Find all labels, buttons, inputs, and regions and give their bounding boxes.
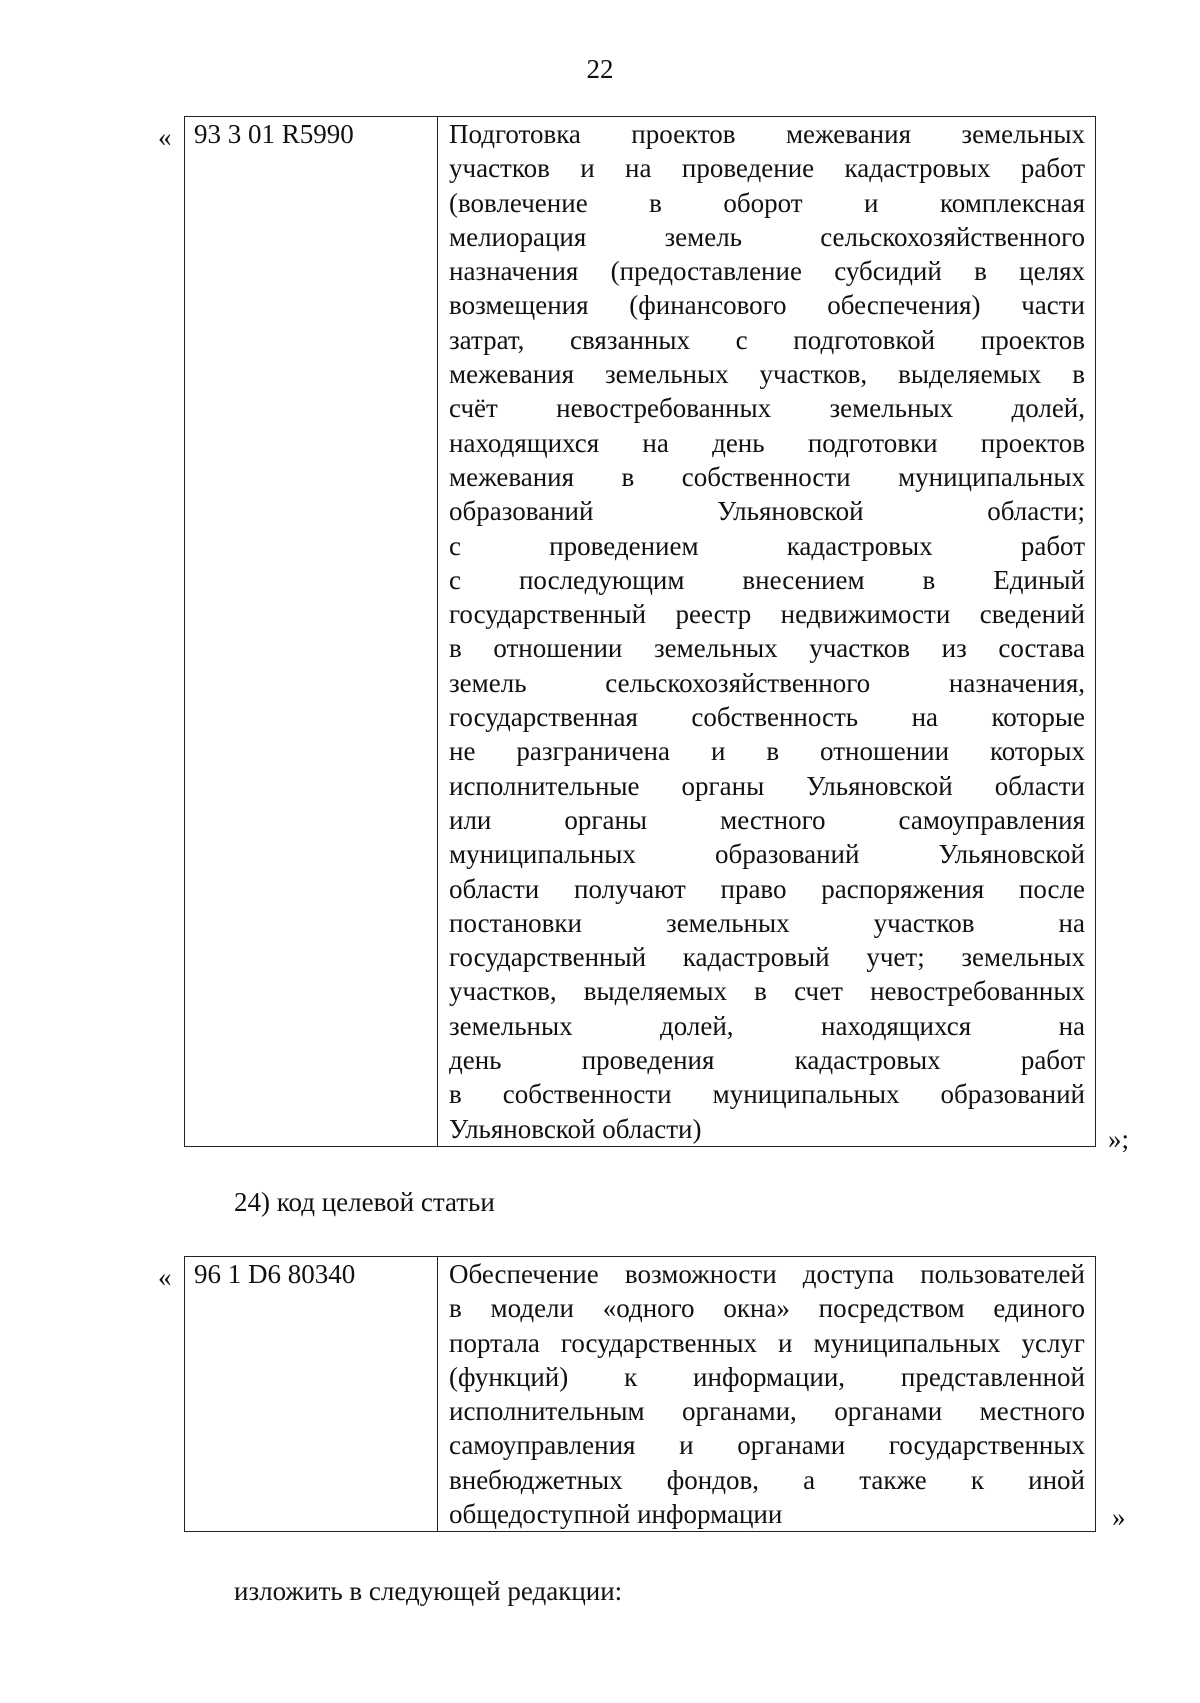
table-row <box>185 117 1096 1147</box>
description-line: Ульяновской области) <box>449 1113 702 1144</box>
code-cell-1 <box>185 117 438 1147</box>
description-line: день проведения кадастровых работ <box>449 1045 1085 1076</box>
code-table-2 <box>184 1256 1096 1532</box>
description-line: межевания в собственности муниципальных <box>449 461 1085 492</box>
description-line: или органы местного самоуправления <box>449 804 1085 835</box>
description-cell-1 <box>438 117 1096 1147</box>
description-line: портала государственных и муниципальных услуг <box>449 1327 1085 1358</box>
table-row <box>185 1257 1096 1532</box>
item-heading: 24) код целевой статьи <box>234 1187 495 1217</box>
closing-text: изложить в следующей редакции: <box>234 1576 623 1606</box>
description-line: общедоступной информации <box>449 1499 783 1530</box>
description-line: земельных долей, находящихся на <box>449 1010 1085 1041</box>
description-line: в отношении земельных участков из состава <box>449 633 1085 664</box>
description-line: внебюджетных фондов, а также к иной <box>449 1464 1085 1495</box>
description-line: (функций) к информации, представленной <box>449 1361 1085 1392</box>
description-line: с последующим внесением в Единый <box>449 564 1085 595</box>
code-table-1 <box>184 116 1096 1147</box>
description-line: государственный кадастровый учет; земельных <box>449 942 1085 973</box>
description-line: мелиорация земель сельскохозяйственного <box>449 221 1085 252</box>
description-line: самоуправления и органами государственных <box>449 1430 1085 1461</box>
page-number: 22 <box>586 54 614 84</box>
description-text-1 <box>449 117 1085 1146</box>
description-line: (вовлечение в оборот и комплексная <box>449 187 1085 218</box>
description-line: государственный реестр недвижимости сведений <box>449 599 1085 630</box>
description-line: исполнительным органами, органами местного <box>449 1396 1085 1427</box>
description-line: области получают право распоряжения после <box>449 873 1085 904</box>
open-quote-2: « <box>158 1262 172 1292</box>
description-cell-2 <box>438 1257 1096 1532</box>
description-line: возмещения (финансового обеспечения) части <box>449 290 1085 321</box>
description-line: в собственности муниципальных образований <box>449 1079 1085 1110</box>
open-quote-1: « <box>158 122 172 152</box>
description-line: образований Ульяновской области; <box>449 496 1085 527</box>
description-line: постановки земельных участков на <box>449 907 1085 938</box>
close-quote-1: »; <box>1108 1124 1130 1154</box>
description-line: находящихся на день подготовки проектов <box>449 427 1085 458</box>
description-line: Обеспечение возможности доступа пользователей <box>449 1259 1085 1289</box>
description-line: государственная собственность на которые <box>449 702 1085 733</box>
description-line: затрат, связанных с подготовкой проектов <box>449 324 1085 355</box>
description-line: не разграничена и в отношении которых <box>449 736 1085 767</box>
description-line: межевания земельных участков, выделяемых в <box>449 359 1085 390</box>
description-line: в модели «одного окна» посредством единого <box>449 1293 1085 1324</box>
code-cell-2 <box>185 1257 438 1532</box>
description-line: земель сельскохозяйственного назначения, <box>449 667 1085 698</box>
description-text-2 <box>449 1257 1085 1531</box>
description-line: исполнительные органы Ульяновской области <box>449 770 1085 801</box>
target-article-code-2: 96 1 D6 80340 <box>194 1259 356 1289</box>
description-line: участков и на проведение кадастровых работ <box>449 153 1085 184</box>
description-line: счёт невостребованных земельных долей, <box>449 393 1085 424</box>
description-line: участков, выделяемых в счет невостребованных <box>449 976 1085 1007</box>
description-line: назначения (предоставление субсидий в целях <box>449 256 1085 287</box>
close-quote-2: » <box>1112 1502 1126 1532</box>
description-line: Подготовка проектов межевания земельных <box>449 119 1085 149</box>
description-line: муниципальных образований Ульяновской <box>449 839 1085 870</box>
description-line: с проведением кадастровых работ <box>449 530 1085 561</box>
target-article-code-1: 93 3 01 R5990 <box>194 119 354 149</box>
